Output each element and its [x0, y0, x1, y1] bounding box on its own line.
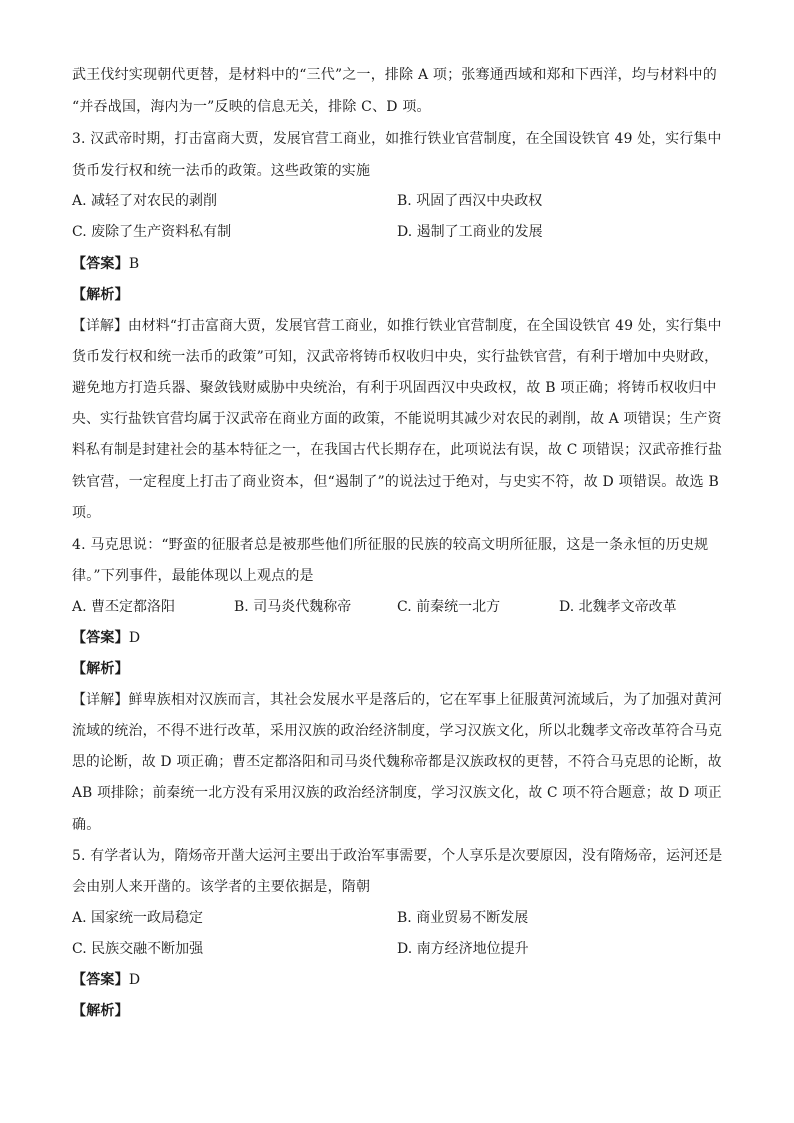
answer-tag: 【答案】 — [72, 630, 129, 646]
answer-tag: 【答案】 — [72, 972, 129, 988]
q4-option-d: D. 北魏孝文帝改革 — [559, 599, 677, 615]
q3-detail-line: 避免地方打造兵器、聚敛钱财威胁中央统治，有利于巩固西汉中央政权，故 B 项正确；将铸币权收归中 — [72, 380, 717, 396]
q5-analysis-tag: 【解析】 — [72, 1003, 129, 1019]
question-4-stem: 律。”下列事件，最能体现以上观点的是 — [72, 568, 314, 584]
q4-detail-line: 流域的统治，不得不进行改革，采用汉族的政治经济制度，学习汉族文化，所以北魏孝文帝改革符合马克 — [72, 723, 723, 739]
q3-detail-line: 料私有制是封建社会的基本特征之一，在我国古代长期存在，此项说法有误，故 C 项错误；汉武帝推行盐 — [72, 442, 723, 458]
q5-option-c: C. 民族交融不断加强 — [72, 941, 204, 957]
q3-option-c: C. 废除了生产资料私有制 — [72, 224, 232, 240]
q4-analysis-tag: 【解析】 — [72, 661, 129, 677]
q4-option-b: B. 司马炎代魏称帝 — [234, 599, 352, 615]
q3-option-d: D. 遏制了工商业的发展 — [397, 224, 543, 240]
q3-option-a: A. 减轻了对农民的剥削 — [72, 193, 218, 209]
q4-option-a: A. 曹丕定都洛阳 — [72, 599, 176, 615]
text-line: “并吞战国，海内为一”反映的信息无关，排除 C、D 项。 — [72, 99, 431, 115]
q4-answer: D — [128, 630, 141, 646]
q3-detail-line: 铁官营，一定程度上打击了商业资本，但“遏制了”的说法过于绝对，与史实不符，故 D 项错误。故选 B — [72, 474, 719, 490]
q3-analysis-tag: 【解析】 — [72, 287, 129, 303]
q4-detail-line: AB 项排除；前秦统一北方没有采用汉族的政治经济制度，学习汉族文化，故 C 项不符合题意；故 D 项正 — [72, 785, 722, 801]
q4-detail-line: 确。 — [72, 817, 101, 833]
q5-option-a: A. 国家统一政局稳定 — [72, 910, 204, 926]
q4-answer-line — [72, 628, 140, 648]
q3-detail-line: 项。 — [72, 505, 101, 521]
q3-answer: B — [128, 256, 140, 272]
text-line: 武王伐纣实现朝代更替，是材料中的“三代”之一，排除 A 项；张骞通西域和郑和下西洋，均与材料中的 — [72, 67, 717, 83]
question-5-stem: 会由别人来开凿的。该学者的主要依据是，隋朝 — [72, 879, 371, 895]
q3-detail-line: 【详解】由材料“打击富商大贾，发展官营工商业，如推行铁业官营制度，在全国设铁官 49 处，实行集中 — [72, 318, 722, 334]
q3-answer-line — [72, 254, 139, 274]
question-3-stem: 3. 汉武帝时期，打击富商大贾，发展官营工商业，如推行铁业官营制度，在全国设铁官 49 处，实行集中 — [72, 131, 722, 147]
question-5-stem: 5. 有学者认为，隋炀帝开凿大运河主要出于政治军事需要，个人享乐是次要原因，没有隋炀帝，运河还是 — [72, 848, 723, 864]
q3-detail-line: 货币发行权和统一法币的政策”可知，汉武帝将铸币权收归中央，实行盐铁官营，有利于增加中央财政， — [72, 349, 719, 365]
q5-option-b: B. 商业贸易不断发展 — [397, 910, 529, 926]
question-3-stem: 货币发行权和统一法币的政策。这些政策的实施 — [72, 163, 371, 179]
q5-answer: D — [128, 972, 141, 988]
q5-answer-line — [72, 970, 140, 990]
q3-detail-line: 央、实行盐铁官营均属于汉武帝在商业方面的政策，不能说明其减少对农民的剥削，故 A 项错误；生产资 — [72, 411, 722, 427]
answer-tag: 【答案】 — [72, 256, 129, 272]
q4-option-c: C. 前秦统一北方 — [397, 599, 501, 615]
q3-option-b: B. 巩固了西汉中央政权 — [397, 193, 543, 209]
q4-detail-line: 思的论断，故 D 项正确；曹丕定都洛阳和司马炎代魏称帝都是汉族政权的更替，不符合马克思的论断，故 — [72, 754, 722, 770]
q5-option-d: D. 南方经济地位提升 — [397, 941, 529, 957]
question-4-stem: 4. 马克思说：“野蛮的征服者总是被那些他们所征服的民族的较高文明所征服，这是一条永恒的历史规 — [72, 537, 709, 553]
q4-detail-line: 【详解】鲜卑族相对汉族而言，其社会发展水平是落后的，它在军事上征服黄河流域后，为了加强对黄河 — [72, 692, 723, 708]
